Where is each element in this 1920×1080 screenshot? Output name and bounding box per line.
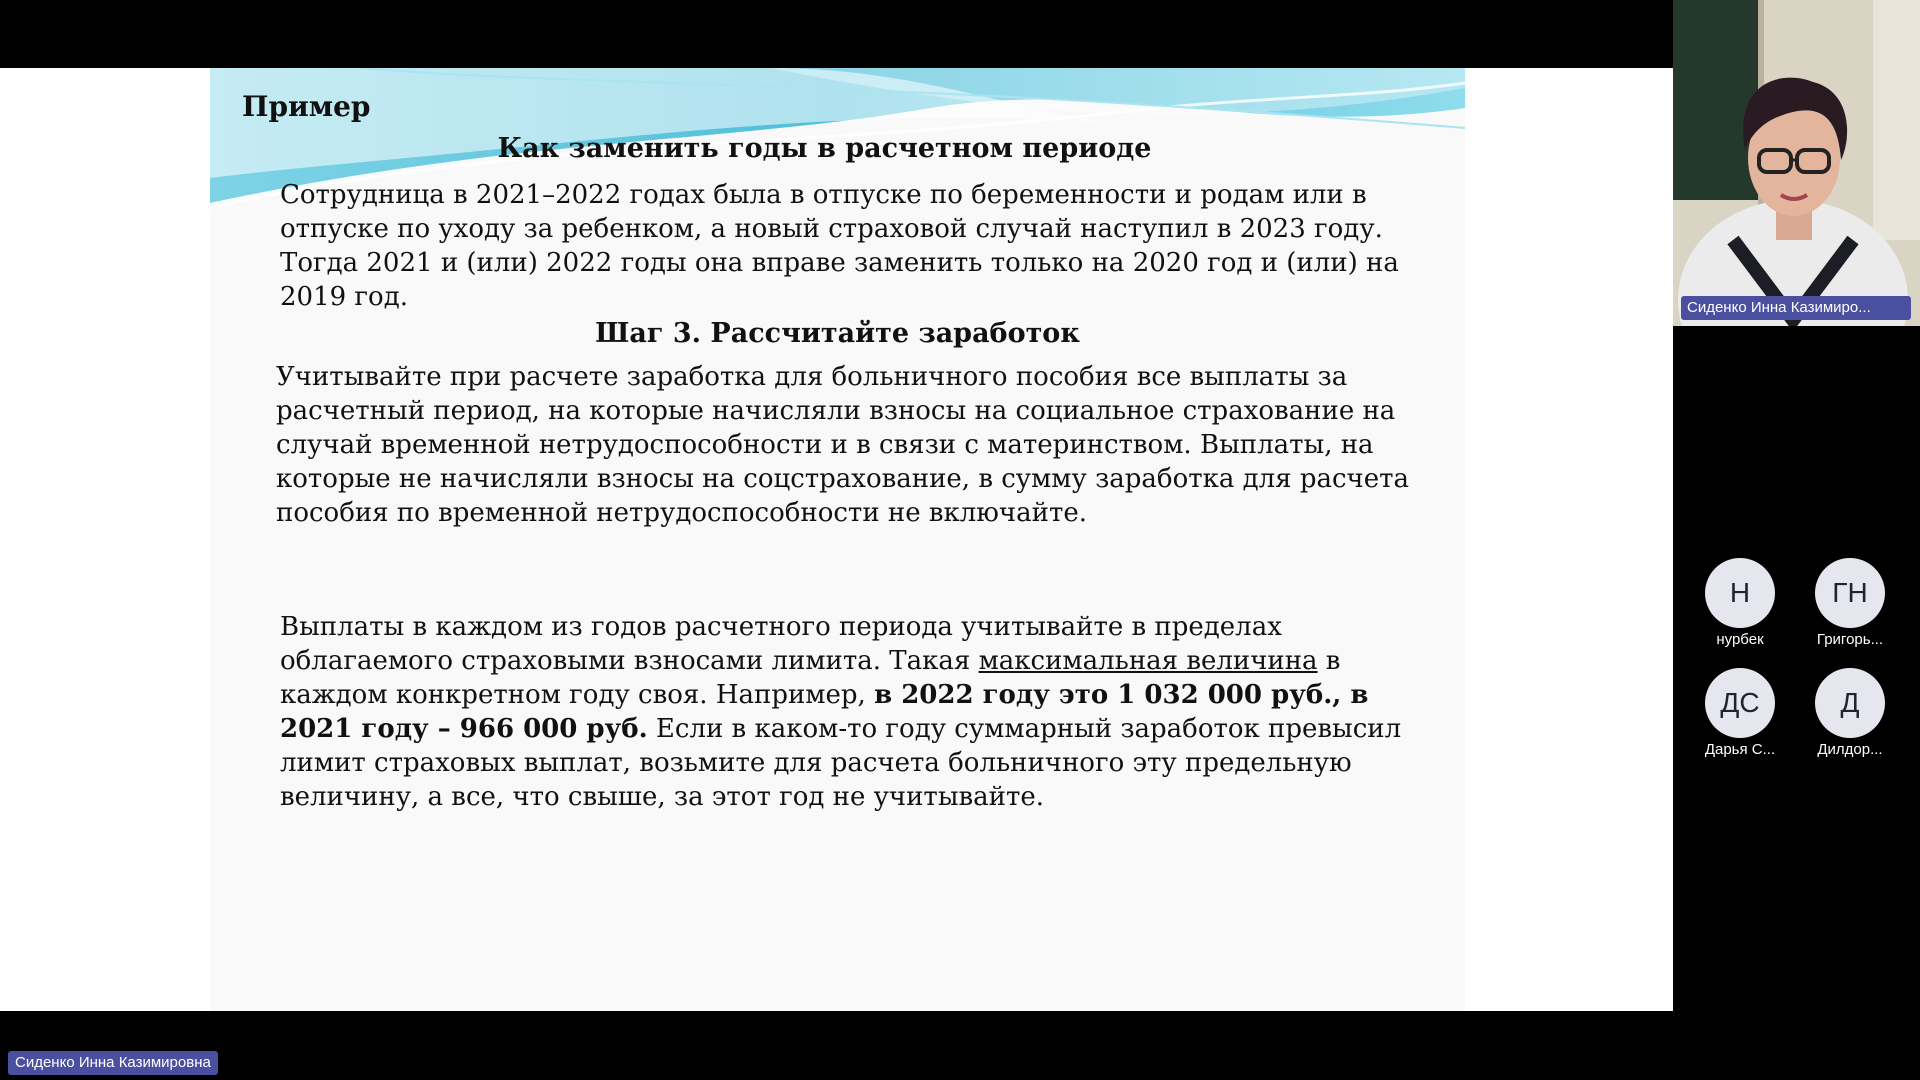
screen-sharer-name-tag: Сиденко Инна Казимировна — [8, 1051, 218, 1075]
participant-tile[interactable] — [1685, 668, 1795, 758]
participant-avatar: ДС — [1705, 668, 1775, 738]
participant-avatar: Н — [1705, 558, 1775, 628]
participant-name: нурбек — [1716, 631, 1764, 648]
participant-tile[interactable] — [1795, 558, 1905, 648]
participant-tile[interactable] — [1685, 558, 1795, 648]
paragraph-limits — [280, 610, 1430, 814]
participant-name: Дарья С... — [1704, 741, 1776, 758]
paragraph-limits-part-3: Если в каком-то году суммарный заработок превысил лимит страховых выплат, возьмите для расчета больничного эту предельную величину, а все, что свыше, за этот год не учитывайте. — [280, 714, 1402, 812]
slide-label: Пример — [242, 90, 371, 123]
participant-tile[interactable] — [1795, 668, 1905, 758]
shared-screen — [0, 68, 1673, 1011]
presentation-slide — [210, 68, 1465, 1011]
max-value-link[interactable]: максимальная величина — [978, 646, 1318, 676]
paragraph-limits-part-1: Выплаты в каждом из годов расчетного периода учитывайте в пределах облагаемого страховыми взносами лимита. Такая — [280, 612, 1282, 676]
paragraph-calculate-earnings: Учитывайте при расчете заработка для больничного пособия все выплаты за расчетный период, на которые начисляли взносы на социальное страхование на случай временной нетрудоспособности и в связи с материнством. Выплаты, на которые не начисляли взносы на соцстрахование, в сумму заработка для расчета пособия по временной нетрудоспособности не включайте. — [276, 362, 1409, 528]
paragraph-limits-bold: в 2022 году это 1 032 000 руб., в 2021 году – 966 000 руб. — [280, 680, 1369, 744]
paragraph-limits-part-2: в каждом конкретном году своя. Например, — [280, 646, 1341, 710]
paragraph-replace-years: Сотрудница в 2021–2022 годах была в отпуске по беременности и родам или в отпуске по уходу за ребенком, а новый страховой случай наступил в 2023 году. Тогда 2021 и (или) 2022 годы она вправе заменить только на 2020 год и (или) на 2019 год. — [280, 180, 1399, 312]
participant-name: Григорь... — [1816, 631, 1884, 648]
section-heading: Как заменить годы в расчетном периоде — [497, 133, 1152, 164]
presenter-video — [1673, 0, 1920, 326]
participant-name: Дилдор... — [1817, 741, 1883, 758]
participant-avatar: Д — [1815, 668, 1885, 738]
presenter-name-tag: Сиденко Инна Казимиро... — [1681, 296, 1911, 320]
step-heading: Шаг 3. Рассчитайте заработок — [595, 318, 1080, 349]
presenter-video-tile[interactable] — [1673, 0, 1920, 326]
participant-avatar: ГН — [1815, 558, 1885, 628]
